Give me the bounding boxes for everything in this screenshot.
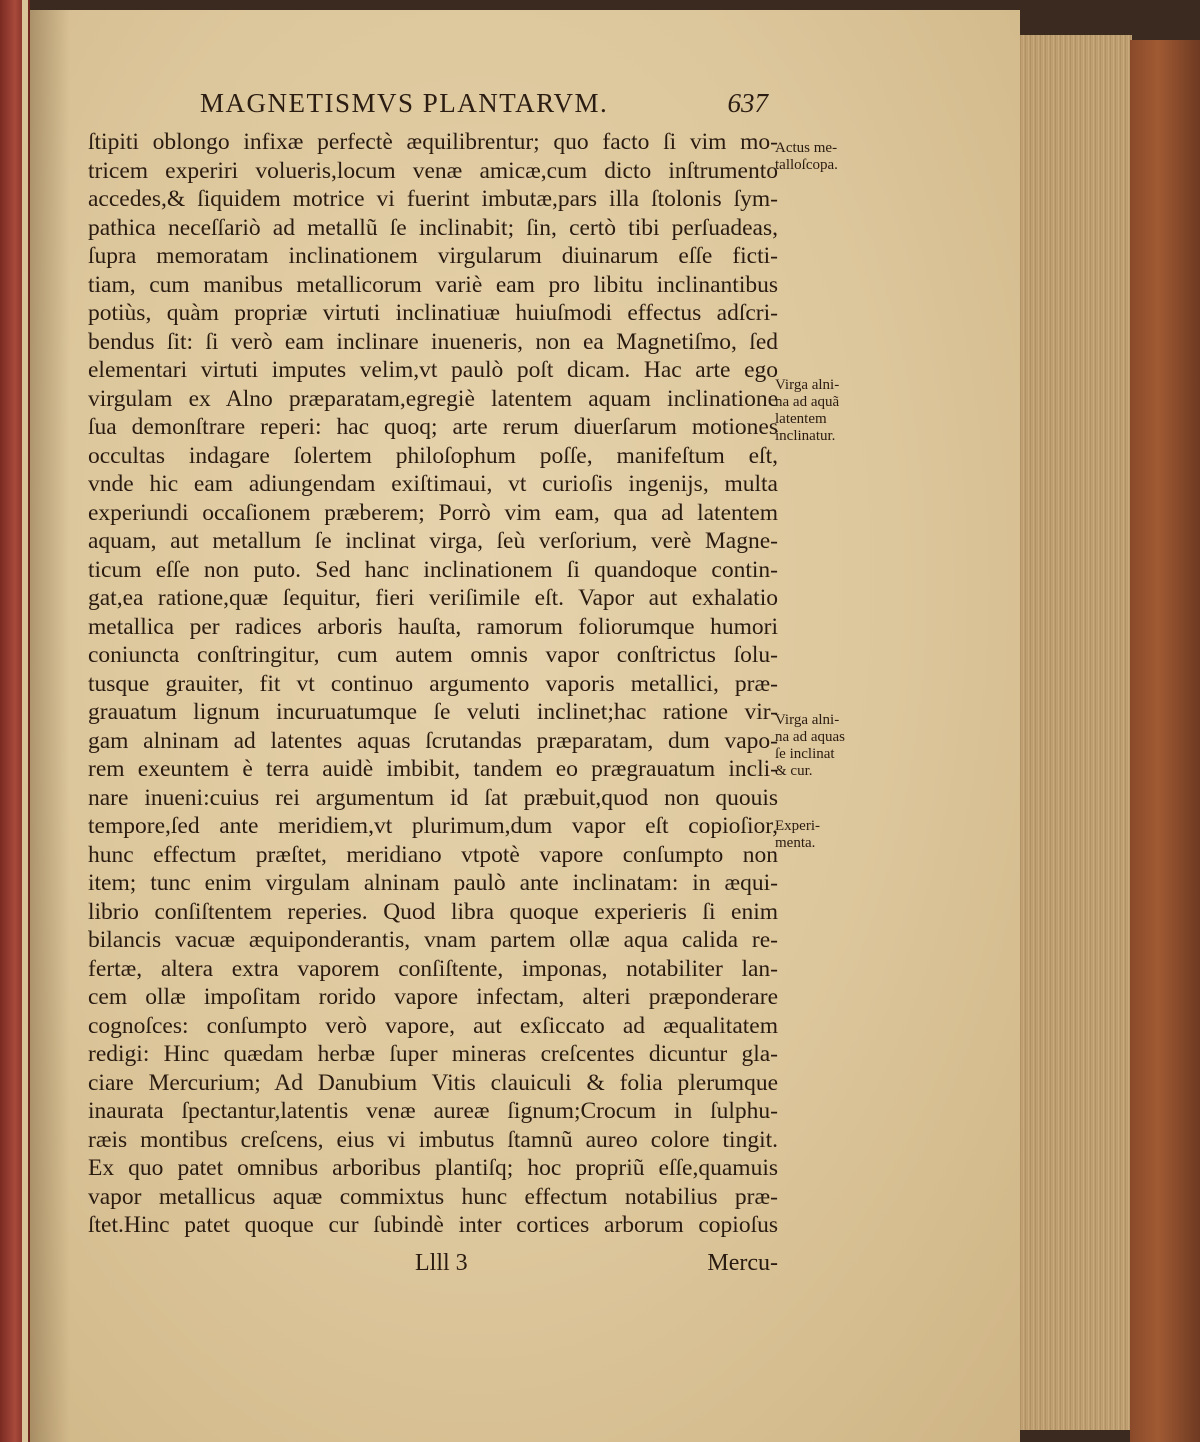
text-line: accedes,& ſiquidem motrice vi fuerint imbutæ,pars illa ſtolonis ſym-	[88, 186, 778, 212]
text-line: redigi: Hinc quædam herbæ ſuper mineras creſcentes dicuntur gla-	[88, 1041, 778, 1067]
signature-mark: Llll 3	[415, 1250, 468, 1276]
marginal-line: latentem	[775, 411, 827, 427]
marginal-line: inclinatur.	[775, 428, 836, 444]
text-line: grauatum lignum incuruatumque ſe veluti inclinet;hac ratione vir-	[88, 699, 778, 725]
text-line: ſupra memoratam inclinationem virgularum diuinarum eſſe ficti-	[88, 243, 778, 269]
text-line: ſtipiti oblongo infixæ perfectè æquilibrentur; quo facto ſi vim mo-	[88, 129, 778, 155]
marginal-note	[775, 712, 885, 780]
running-title: MAGNETISMVS PLANTARVM.	[200, 88, 609, 118]
text-line: ticum eſſe non puto. Sed hanc inclinationem ſi quandoque contin-	[88, 556, 778, 583]
gutter-shadow	[30, 10, 70, 1442]
body-text	[88, 128, 778, 1240]
running-head	[200, 88, 780, 128]
text-line: cognoſces: conſumpto verò vapore, aut exſiccato ad æqualitatem	[88, 1012, 778, 1039]
text-line: inaurata ſpectantur,latentis venæ aureæ ſignum;Crocum in ſulphu-	[88, 1098, 778, 1124]
text-line: potiùs, quàm propriæ virtuti inclinatiuæ huiuſmodi effectus adſcri-	[88, 300, 778, 326]
text-line: virgulam ex Alno præparatam,egregiè latentem aquam inclinatione	[88, 385, 778, 412]
page-edges	[1015, 35, 1132, 1430]
marginal-line: menta.	[775, 835, 816, 851]
text-line: ſtet.Hinc patet quoque cur ſubindè inter cortices arborum copioſus	[88, 1212, 778, 1238]
text-line: coniuncta conſtringitur, cum autem omnis vapor conſtrictus ſolu-	[88, 642, 778, 668]
book-cover-right	[1130, 40, 1200, 1442]
marginal-line: ſe inclinat	[775, 746, 835, 762]
text-line: tricem experiri volueris,locum venæ amicæ,cum dicto inſtrumento	[88, 157, 778, 184]
marginal-note	[775, 140, 885, 174]
marginal-line: na ad aquas	[775, 729, 845, 745]
text-line: librio conſiſtentem reperies. Quod libra quoque experieris ſi enim	[88, 898, 778, 925]
page-number: 637	[727, 88, 768, 118]
text-line: aquam, aut metallum ſe inclinat virga, ſeù verſorium, verè Magne-	[88, 528, 778, 554]
marginal-line: Experi-	[775, 818, 820, 834]
marginal-line: & cur.	[775, 763, 813, 779]
text-line: tempore,ſed ante meridiem,vt plurimum,dum vapor eſt copioſior,	[88, 813, 778, 839]
text-line: vnde hic eam adiungendam exiſtimaui, vt curioſis ingenijs, multa	[88, 471, 778, 497]
text-line: tusque grauiter, fit vt continuo argumento vaporis metallici, præ-	[88, 670, 778, 697]
text-line: occultas indagare ſolertem philoſophum poſſe, manifeſtum eſt,	[88, 442, 778, 469]
marginal-line: na ad aquã	[775, 394, 840, 410]
text-line: ræis montibus creſcens, eius vi imbutus ſtamnũ aureo colore tingit.	[88, 1126, 778, 1153]
text-line: cem ollæ impoſitam rorido vapore infectam, alteri præponderare	[88, 984, 778, 1010]
text-line: ciare Mercurium; Ad Danubium Vitis clauiculi & folia plerumque	[88, 1069, 778, 1096]
text-line: tiam, cum manibus metallicorum variè eam pro libitu inclinantibus	[88, 271, 778, 298]
text-line: rem exeuntem è terra auidè imbibit, tandem eo prægrauatum incli-	[88, 756, 778, 782]
text-line: gat,ea ratione,quæ ſequitur, fieri veriſimile eſt. Vapor aut exhalatio	[88, 585, 778, 611]
text-line: Ex quo patet omnibus arboribus plantiſq; hoc propriũ eſſe,quamuis	[88, 1155, 778, 1181]
text-line: nare inueni:cuius rei argumentum id ſat præbuit,quod non quouis	[88, 784, 778, 811]
text-line: item; tunc enim virgulam alninam paulò ante inclinatam: in æqui-	[88, 870, 778, 896]
text-line: vapor metallicus aquæ commixtus hunc effectum notabilius præ-	[88, 1183, 778, 1210]
marginal-line: Actus me-	[775, 140, 838, 156]
marginal-note	[775, 377, 885, 445]
text-line: fertæ, altera extra vaporem conſiſtente, imponas, notabiliter lan-	[88, 955, 778, 982]
text-line: bilancis vacuæ æquiponderantis, vnam partem ollæ aqua calida re-	[88, 927, 778, 953]
marginal-line: Virga alni-	[775, 712, 840, 728]
footer-line	[88, 1250, 778, 1284]
text-line: gam alninam ad latentes aquas ſcrutandas præparatam, dum vapo-	[88, 727, 778, 754]
marginal-line: Virga alni-	[775, 377, 840, 393]
text-line: ſua demonſtrare reperi: hac quoq; arte rerum diuerſarum motiones	[88, 414, 778, 440]
catchword: Mercu-	[707, 1250, 778, 1276]
text-line: experiundi occaſionem præberem; Porrò vim eam, qua ad latentem	[88, 499, 778, 526]
book-cover-left	[0, 0, 30, 1442]
text-line: hunc effectum præſtet, meridiano vtpotè vapore conſumpto non	[88, 841, 778, 868]
text-line: pathica neceſſariò ad metallũ ſe inclinabit; ſin, certò tibi perſuadeas,	[88, 214, 778, 241]
text-line: elementari virtuti imputes velim,vt paulò poſt dicam. Hac arte ego	[88, 357, 778, 383]
marginal-note	[775, 818, 885, 852]
text-line: bendus ſit: ſi verò eam inclinare inueneris, non ea Magnetiſmo, ſed	[88, 328, 778, 355]
marginal-line: talloſcopa.	[775, 157, 838, 173]
text-line: metallica per radices arboris hauſta, ramorum foliorumque humori	[88, 613, 778, 640]
